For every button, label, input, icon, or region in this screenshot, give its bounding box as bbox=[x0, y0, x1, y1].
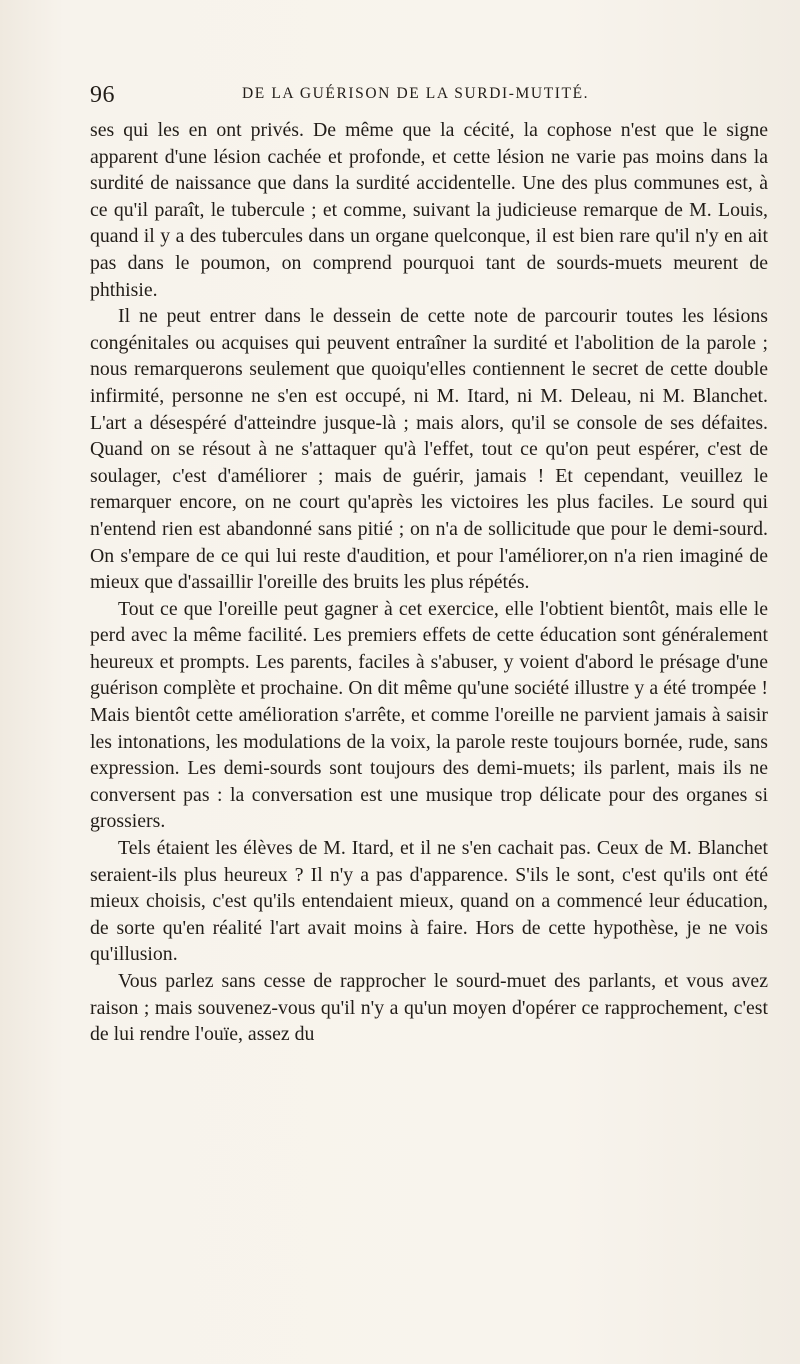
body-text bbox=[90, 117, 768, 1048]
paragraph-5: Vous parlez sans cesse de rapprocher le sourd-muet des parlants, et vous avez raison ; mais souvenez-vous qu'il n'y a qu'un moyen d'opérer ce rapprochement, c'est de lui rendre l'ouïe, assez du bbox=[90, 970, 768, 1046]
page-number: 96 bbox=[90, 82, 115, 108]
paragraph-2: Il ne peut entrer dans le dessein de cette note de parcourir toutes les lésions congénitales ou acquises qui peuvent entraîner la surdité et l'abolition de la parole ; nous remarquerons seulement que quoiqu'elles contiennent le secret de cette double infirmité, personne ne s'en est occupé, ni M. Itard, ni M. Deleau, ni M. Blanchet. L'art a désespéré d'atteindre jusque-là ; mais alors, qu'il se console de ses défaites. Quand on se résout à ne s'attaquer qu'à l'effet, tout ce qu'on peut espérer, c'est de soulager, c'est d'améliorer ; mais de guérir, jamais ! Et cependant, veuillez le remarquer encore, on ne court qu'après les victoires les plus faciles. Le sourd qui n'entend rien est abandonné sans pitié ; on n'a de sollicitude que pour le demi-sourd. On s'empare de ce qui lui reste d'audition, et pour l'améliorer,on n'a rien imaginé de mieux que d'assaillir l'oreille des bruits les plus répétés. bbox=[90, 305, 768, 594]
page-header bbox=[90, 82, 770, 112]
paragraph-3: Tout ce que l'oreille peut gagner à cet exercice, elle l'obtient bientôt, mais elle le perd avec la même facilité. Les premiers effets de cette éducation sont généralement heureux et prompts. Les parents, faciles à s'abuser, y voient d'abord le présage d'une guérison complète et prochaine. On dit même qu'une société illustre y a été trompée ! Mais bientôt cette amélioration s'arrête, et comme l'oreille ne parvient jamais à saisir les intonations, les modulations de la voix, la parole reste toujours bornée, rude, sans expression. Les demi-sourds sont toujours des demi-muets; ils parlent, mais ils ne conversent pas : la conversation est une musique trop délicate pour des organes si grossiers. bbox=[90, 597, 768, 833]
running-title: DE LA GUÉRISON DE LA SURDI-MUTITÉ. bbox=[242, 85, 590, 102]
paragraph-4: Tels étaient les élèves de M. Itard, et il ne s'en cachait pas. Ceux de M. Blanchet seraient-ils plus heureux ? Il n'y a pas d'apparence. S'ils le sont, c'est qu'ils ont été mieux choisis, c'est qu'ils entendaient mieux, quand on a commencé leur éducation, de sorte qu'en réalité l'art avait moins à faire. Hors de cette hypothèse, je ne vois qu'illusion. bbox=[90, 837, 768, 966]
paragraph-1: ses qui les en ont privés. De même que la cécité, la cophose n'est que le signe apparent d'une lésion cachée et profonde, et cette lésion ne varie pas moins dans la surdité de naissance que dans la surdité accidentelle. Une des plus communes est, à ce qu'il paraît, le tubercule ; et comme, suivant la judicieuse remarque de M. Louis, quand il y a des tubercules dans un organe quelconque, il est bien rare qu'il n'y en ait pas dans le poumon, on comprend pourquoi tant de sourds-muets meurent de phthisie. bbox=[90, 119, 768, 301]
